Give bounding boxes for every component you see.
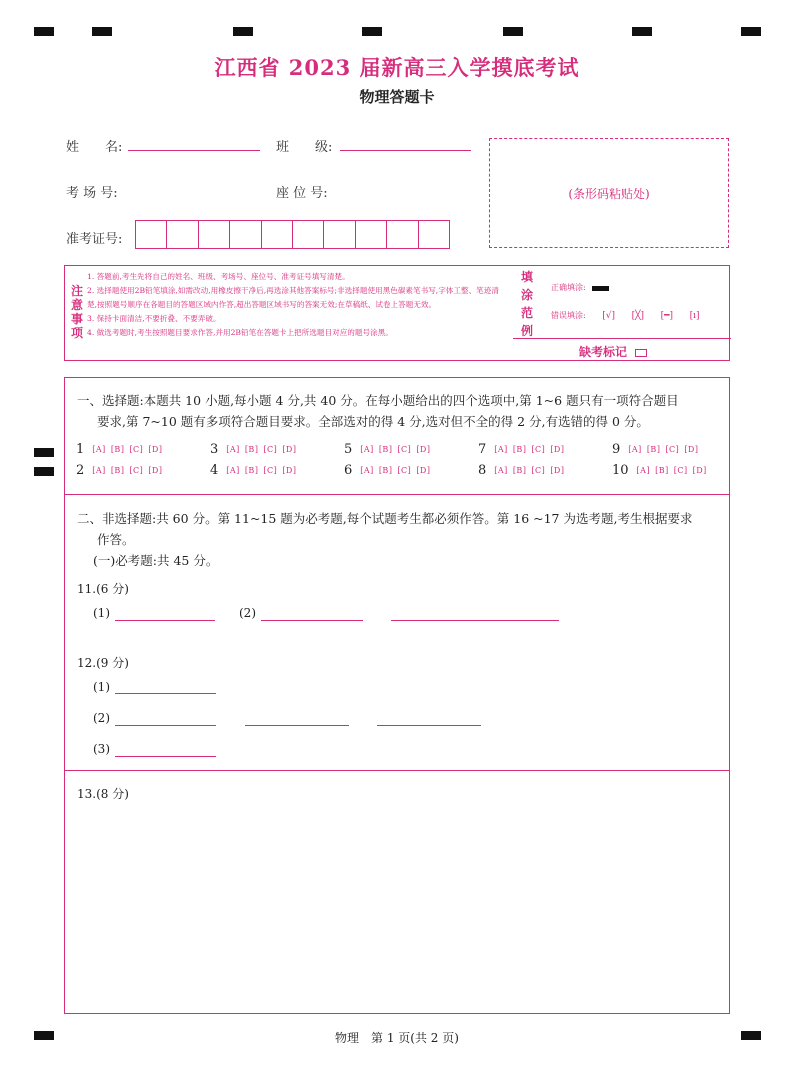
mc-question-number: 10	[612, 463, 629, 478]
absent-label: 缺考标记	[579, 345, 628, 359]
section1-intro: 要求,第 7~10 题有多项符合题目要求。全部选对的得 4 分,选对但不全的得 2 分,有选错的得 0 分。	[97, 414, 649, 429]
mc-option-bubble[interactable]: [C]	[263, 466, 278, 475]
q12-part1-answer[interactable]	[115, 693, 216, 694]
mc-options	[92, 445, 167, 454]
mc-question-number: 9	[612, 442, 621, 457]
mc-option-bubble[interactable]: [D]	[148, 445, 163, 454]
mc-option-bubble[interactable]: [A]	[226, 445, 240, 454]
exam-id-cell[interactable]	[386, 221, 417, 248]
q12-part2-answer[interactable]	[245, 725, 349, 726]
name-label: 姓 名:	[66, 140, 123, 155]
mc-option-bubble[interactable]: [A]	[92, 466, 106, 475]
mc-options	[360, 466, 435, 475]
registration-mark	[362, 27, 382, 36]
name-field[interactable]	[128, 150, 260, 151]
notice-item: 2. 选择题使用2B铅笔填涂,如需改动,用橡皮擦干净后,再选涂其他答案标号;非选择题使用黑色碳素笔书写,字体工整、笔迹清楚,按照题号顺序在各题目的答题区域内作答,超出答题区域书写的答案无效;在草稿纸、试卷上答题无效。	[87, 286, 499, 309]
mc-options	[226, 445, 301, 454]
exam-title: 江西省 2023 届新高三入学摸底考试	[214, 55, 580, 80]
mc-option-bubble[interactable]: [B]	[110, 445, 125, 454]
seat-label: 座 位 号:	[276, 186, 328, 201]
mc-option-bubble[interactable]: [D]	[684, 445, 699, 454]
notice-title: 注意事项	[71, 284, 84, 340]
mc-option-bubble[interactable]: [A]	[360, 445, 374, 454]
correct-fill-example	[551, 282, 609, 293]
mc-option-bubble[interactable]: [C]	[397, 466, 412, 475]
mc-option-bubble[interactable]: [A]	[226, 466, 240, 475]
mc-option-bubble[interactable]: [C]	[531, 466, 546, 475]
question-11-title: 11.(6 分)	[77, 582, 129, 596]
exam-id-cell[interactable]	[135, 221, 166, 248]
mc-option-bubble[interactable]: [A]	[628, 445, 642, 454]
mc-option-bubble[interactable]: [B]	[512, 466, 527, 475]
mc-option-bubble[interactable]: [B]	[378, 466, 393, 475]
mc-question-2	[76, 463, 167, 478]
exam-id-cell[interactable]	[166, 221, 197, 248]
mc-option-bubble[interactable]: [A]	[494, 445, 508, 454]
mc-option-bubble[interactable]: [B]	[244, 466, 259, 475]
section1-intro: 一、选择题:本题共 10 小题,每小题 4 分,共 40 分。在每小题给出的四个选项中,第 1~6 题只有一项符合题目	[77, 393, 679, 408]
registration-mark	[632, 27, 652, 36]
registration-mark	[34, 27, 54, 36]
exam-id-cell[interactable]	[323, 221, 354, 248]
q11-part2-label: (2)	[239, 606, 256, 620]
section2-intro: 二、非选择题:共 60 分。第 11~15 题为必考题,每个试题考生都必须作答。第 16 ~17 为选考题,考生根据要求	[77, 511, 693, 526]
mc-question-number: 2	[76, 463, 85, 478]
exam-id-cell[interactable]	[261, 221, 292, 248]
mc-option-bubble[interactable]: [C]	[397, 445, 412, 454]
exam-id-grid[interactable]	[135, 220, 450, 249]
mc-question-6	[344, 463, 435, 478]
mc-option-bubble[interactable]: [A]	[636, 466, 651, 475]
notice-item: 4. 做选考题时,考生按照题目要求作答,并用2B铅笔在答题卡上把所选题目对应的题号涂黑。	[87, 328, 393, 337]
wrong-mark-dash-icon: [━]	[660, 311, 674, 321]
mc-option-bubble[interactable]: [B]	[110, 466, 125, 475]
mc-option-bubble[interactable]: [D]	[282, 445, 297, 454]
registration-mark	[233, 27, 253, 36]
mc-question-number: 3	[210, 442, 219, 457]
mc-options	[494, 466, 569, 475]
notice-item: 3. 保持卡面清洁,不要折叠、不要弄破。	[87, 314, 221, 323]
mc-option-bubble[interactable]: [D]	[550, 445, 565, 454]
fill-example-title: 填涂范例	[520, 270, 533, 338]
mc-options	[628, 445, 703, 454]
mc-question-8	[478, 463, 569, 478]
wrong-mark-bar-icon: [ı]	[689, 311, 700, 321]
mc-question-1	[76, 442, 167, 457]
mc-question-3	[210, 442, 301, 457]
mc-option-bubble[interactable]: [B]	[646, 445, 661, 454]
mc-question-9	[612, 442, 703, 457]
mc-option-bubble[interactable]: [D]	[416, 466, 431, 475]
mc-options	[360, 445, 435, 454]
wrong-fill-example	[551, 310, 699, 321]
mc-option-bubble[interactable]: [B]	[378, 445, 393, 454]
mc-question-number: 4	[210, 463, 219, 478]
mc-option-bubble[interactable]: [C]	[263, 445, 278, 454]
class-label: 班 级:	[276, 140, 333, 155]
mc-option-bubble[interactable]: [D]	[416, 445, 431, 454]
mc-option-bubble[interactable]: [D]	[692, 466, 707, 475]
mc-option-bubble[interactable]: [D]	[148, 466, 163, 475]
correct-fill-label: 正确填涂:	[551, 283, 586, 292]
notice-item: 1. 答题前,考生先将自己的姓名、班级、考场号、座位号、准考证号填写清楚。	[87, 272, 350, 281]
barcode-label: (条形码粘贴处)	[568, 187, 650, 201]
required-label: (一)必考题:共 45 分。	[93, 553, 219, 568]
mc-options	[92, 466, 167, 475]
mc-option-bubble[interactable]: [D]	[282, 466, 297, 475]
mc-option-bubble[interactable]: [C]	[673, 466, 688, 475]
mc-question-5	[344, 442, 435, 457]
question-13-area[interactable]	[64, 770, 730, 1014]
question-13-title: 13.(8 分)	[77, 787, 129, 801]
registration-mark	[741, 27, 761, 36]
q12-part3-answer[interactable]	[115, 756, 216, 757]
mc-question-number: 8	[478, 463, 487, 478]
section2-intro: 作答。	[97, 532, 135, 547]
mc-option-bubble[interactable]: [C]	[129, 445, 144, 454]
q11-part1-answer[interactable]	[115, 620, 215, 621]
notice-list	[87, 270, 507, 340]
filled-bubble-icon	[592, 286, 609, 291]
mc-question-number: 7	[478, 442, 487, 457]
q12-part1-label: (1)	[93, 680, 110, 694]
q11-extra-answer[interactable]	[391, 620, 559, 621]
question-12-title: 12.(9 分)	[77, 656, 129, 670]
exam-id-cell[interactable]	[229, 221, 260, 248]
q12-part3-label: (3)	[93, 742, 110, 756]
registration-mark	[503, 27, 523, 36]
mc-option-bubble[interactable]: [B]	[655, 466, 669, 475]
exam-id-cell[interactable]	[198, 221, 229, 248]
mc-option-bubble[interactable]: [A]	[360, 466, 374, 475]
exam-id-cell[interactable]	[418, 221, 450, 248]
exam-id-label: 准考证号:	[66, 232, 123, 247]
exam-id-cell[interactable]	[355, 221, 386, 248]
absent-marker	[579, 343, 647, 360]
mc-question-number: 1	[76, 442, 85, 457]
absent-checkbox[interactable]	[635, 349, 647, 357]
mc-options	[494, 445, 569, 454]
mc-question-number: 5	[344, 442, 353, 457]
wrong-mark-cross-icon: [╳]	[631, 311, 645, 321]
mc-option-bubble[interactable]: [D]	[550, 466, 565, 475]
q12-part2-answer[interactable]	[377, 725, 481, 726]
divider	[513, 338, 731, 339]
mc-question-number: 6	[344, 463, 353, 478]
exam-id-cell[interactable]	[292, 221, 323, 248]
class-field[interactable]	[340, 150, 471, 151]
mc-options	[637, 466, 712, 475]
wrong-fill-label: 错误填涂:	[551, 311, 586, 320]
non-choice-section	[64, 494, 730, 771]
mc-question-7	[478, 442, 569, 457]
mc-option-bubble[interactable]: [C]	[129, 466, 144, 475]
q12-part2-answer[interactable]	[115, 725, 216, 726]
mc-option-bubble[interactable]: [C]	[531, 445, 546, 454]
q11-part1-label: (1)	[93, 606, 110, 620]
mc-option-bubble[interactable]: [B]	[244, 445, 259, 454]
mc-option-bubble[interactable]: [A]	[92, 445, 106, 454]
mc-options	[226, 466, 301, 475]
notice-box	[64, 265, 730, 361]
mc-question-4	[210, 463, 301, 478]
mc-option-bubble[interactable]: [A]	[494, 466, 508, 475]
mc-option-bubble[interactable]: [C]	[665, 445, 680, 454]
room-label: 考 场 号:	[66, 186, 118, 201]
page-footer: 物理 第 1 页(共 2 页)	[335, 1031, 459, 1045]
wrong-mark-check-icon: [√]	[602, 311, 616, 321]
registration-mark	[34, 467, 54, 476]
registration-mark	[34, 448, 54, 457]
mc-option-bubble[interactable]: [B]	[512, 445, 527, 454]
registration-mark	[92, 27, 112, 36]
q12-part2-label: (2)	[93, 711, 110, 725]
mc-question-10	[612, 463, 712, 478]
card-subtitle: 物理答题卡	[359, 88, 435, 106]
q11-part2-answer[interactable]	[261, 620, 363, 621]
